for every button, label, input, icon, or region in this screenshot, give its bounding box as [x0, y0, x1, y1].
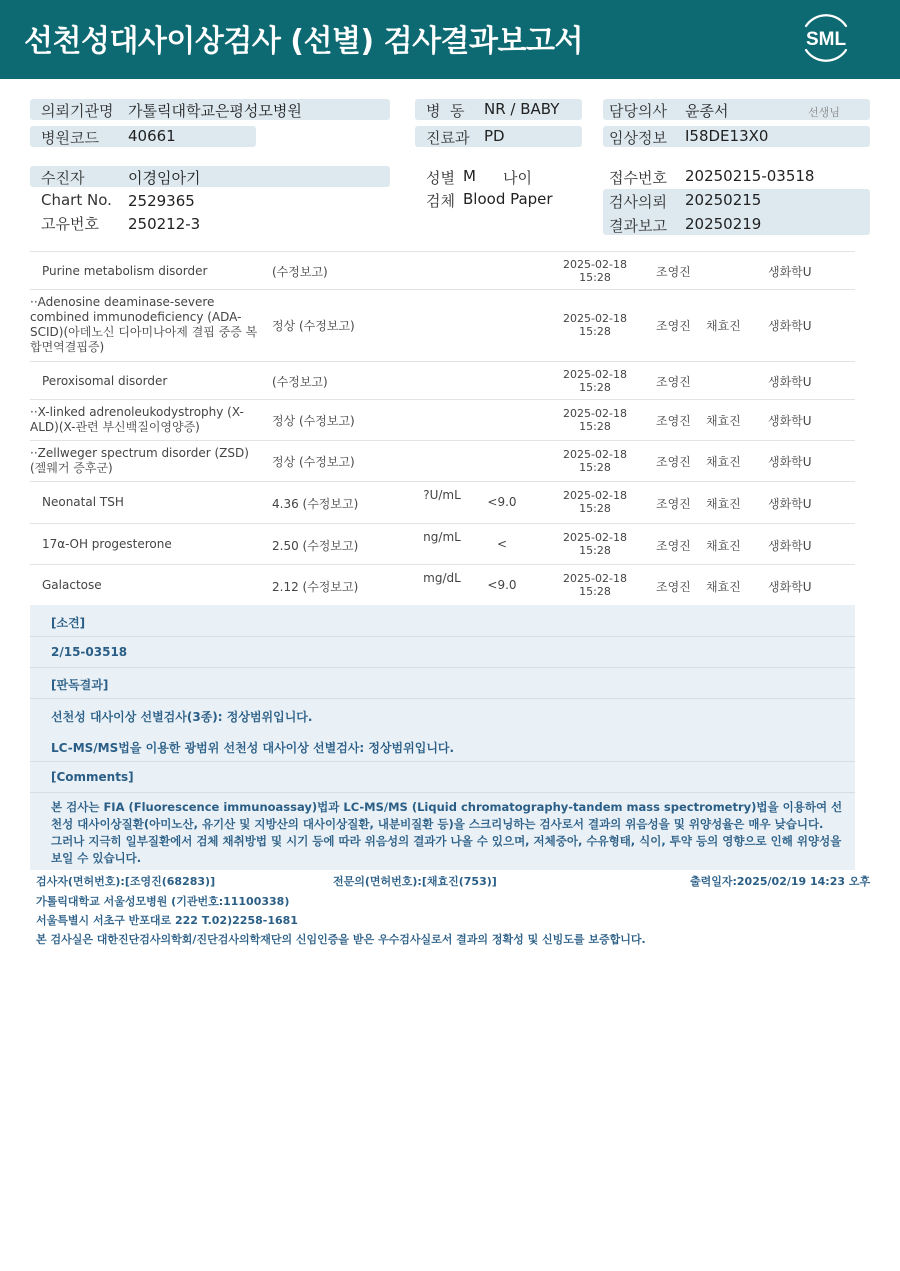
test-name: Purine metabolism disorder	[42, 264, 208, 278]
confirmer: 채효진	[706, 319, 741, 333]
comments-heading: [Comments]	[51, 770, 134, 784]
table-row	[30, 290, 855, 362]
test-date: 2025-02-18 15:28	[563, 489, 627, 515]
table-row	[30, 524, 855, 565]
table-row	[30, 400, 855, 441]
test-result: 정상 (수정보고)	[272, 319, 355, 333]
test-unit: ?U/mL	[423, 488, 461, 502]
patient-label: 수진자	[41, 169, 85, 187]
specimen-label: 검체	[426, 192, 455, 210]
clinical-value: I58DE13X0	[685, 127, 769, 145]
divider	[30, 792, 855, 793]
test-date: 2025-02-18 15:28	[563, 448, 627, 474]
test-date: 2025-02-18 15:28	[563, 258, 627, 284]
hospital-code-label: 병원코드	[41, 129, 99, 147]
test-date: 2025-02-18 15:28	[563, 368, 627, 394]
table-row	[30, 362, 855, 400]
tester: 조영진	[656, 375, 691, 389]
confirmer: 채효진	[706, 455, 741, 469]
hospital-info: 가톨릭대학교 서울성모병원 (기관번호:11100338)	[36, 895, 290, 908]
test-dept: 생화학U	[768, 265, 812, 279]
unique-value: 250212-3	[128, 215, 201, 233]
test-dept: 생화학U	[768, 497, 812, 511]
confirmer: 채효진	[706, 414, 741, 428]
divider	[30, 761, 855, 762]
specialist-license: 전문의(면허번호):[채효진(753)]	[333, 875, 497, 888]
sex-label: 성별	[426, 169, 455, 187]
comments-paragraph-1: 본 검사는 FIA (Fluorescence immunoassay)법과 LC-MS/MS (Liquid chromatography-tandem mass spectrometry)법을 이용하여 선천성 대사이상질환(아미노산, 유기산 및 지방산의 대사이상질환, 내분비질환 등)을 스크리닝하는 검사로서 결과의 위음성을 및 위양성율은 매우 낮습니다.	[51, 800, 843, 831]
judgement-line-1: 선천성 대사이상 선별검사(3종): 정상범위입니다.	[51, 710, 313, 724]
hospital-code-value: 40661	[128, 127, 176, 145]
test-dept: 생화학U	[768, 414, 812, 428]
test-result: 4.36 (수정보고)	[272, 497, 359, 511]
table-row	[30, 252, 855, 290]
ward-value: NR / BABY	[484, 100, 560, 118]
patient-value: 이경임아기	[128, 169, 201, 187]
receipt-value: 20250215-03518	[685, 167, 815, 185]
institution-value: 가톨릭대학교은평성모병원	[128, 102, 302, 120]
tester: 조영진	[656, 580, 691, 594]
print-date: 출력일자:2025/02/19 14:23 오후	[690, 875, 871, 888]
tester: 조영진	[656, 414, 691, 428]
test-reference: <	[496, 537, 508, 551]
chart-value: 2529365	[128, 192, 195, 210]
ward-label: 병 동	[426, 102, 465, 120]
test-name: ··Zellweger spectrum disorder (ZSD)(젤웨거 증후군)	[30, 446, 249, 475]
table-row	[30, 565, 855, 606]
dept-label: 진료과	[426, 129, 470, 147]
institution-label: 의뢰기관명	[41, 102, 114, 120]
request-value: 20250215	[685, 191, 762, 209]
tester: 조영진	[656, 265, 691, 279]
test-date: 2025-02-18 15:28	[563, 407, 627, 433]
unique-label: 고유번호	[41, 215, 99, 233]
test-result: 2.12 (수정보고)	[272, 580, 359, 594]
doctor-suffix: 선생님	[808, 106, 840, 119]
test-date: 2025-02-18 15:28	[563, 572, 627, 598]
test-name: Galactose	[42, 578, 102, 592]
tester-license: 검사자(면허번호):[조영진(68283)]	[36, 875, 216, 888]
judgement-heading: [판독결과]	[51, 678, 109, 692]
tester: 조영진	[656, 539, 691, 553]
sex-value: M	[463, 167, 476, 185]
comments-paragraph-2: 그러나 지극히 일부질환에서 검체 채취방법 및 시기 등에 따라 위음성의 결과가 나올 수 있으며, 저체중아, 수유형태, 식이, 투약 등의 영향으로 인해 위양성을 보일 수 있습니다.	[51, 834, 842, 865]
divider	[30, 667, 855, 668]
test-reference: <9.0	[487, 495, 517, 509]
certification-note: 본 검사실은 대한진단검사의학회/진단검사의학재단의 신임인증을 받은 우수검사실로서 결과의 정확성 및 신빙도를 보증합니다.	[36, 933, 646, 946]
confirmer: 채효진	[706, 539, 741, 553]
tester: 조영진	[656, 319, 691, 333]
test-unit: ng/mL	[423, 530, 461, 544]
test-name: ··X-linked adrenoleukodystrophy (X-ALD)(X-관련 부신백질이영양증)	[30, 405, 244, 434]
sml-logo	[798, 12, 854, 64]
report-header	[0, 0, 900, 79]
test-dept: 생화학U	[768, 319, 812, 333]
test-date: 2025-02-18 15:28	[563, 531, 627, 557]
test-result: 정상 (수정보고)	[272, 455, 355, 469]
confirmer: 채효진	[706, 497, 741, 511]
test-name: ··Adenosine deaminase-severe combined immunodeficiency (ADA-SCID)(아데노신 디아미나아제 결핍 중증 복합면역결핍증)	[30, 295, 258, 354]
test-dept: 생화학U	[768, 375, 812, 389]
test-unit: mg/dL	[423, 571, 461, 585]
divider	[30, 636, 855, 637]
tester: 조영진	[656, 455, 691, 469]
opinion-reference: 2/15-03518	[51, 645, 128, 659]
chart-label: Chart No.	[41, 191, 112, 209]
divider	[30, 698, 855, 699]
tester: 조영진	[656, 497, 691, 511]
table-row	[30, 441, 855, 482]
specimen-value: Blood Paper	[463, 190, 553, 208]
test-dept: 생화학U	[768, 580, 812, 594]
findings-section	[30, 605, 855, 870]
test-name: Neonatal TSH	[42, 495, 124, 509]
test-result: (수정보고)	[272, 375, 328, 389]
judgement-line-2: LC-MS/MS법을 이용한 광범위 선천성 대사이상 선별검사: 정상범위입니다.	[51, 741, 455, 755]
receipt-label: 접수번호	[609, 169, 667, 187]
results-table	[30, 251, 855, 606]
logo-text: SML	[805, 29, 847, 50]
confirmer: 채효진	[706, 580, 741, 594]
report-label: 결과보고	[609, 217, 667, 235]
test-dept: 생화학U	[768, 455, 812, 469]
test-date: 2025-02-18 15:28	[563, 312, 627, 338]
doctor-label: 담당의사	[609, 102, 667, 120]
report-title: 선천성대사이상검사 (선별) 검사결과보고서	[24, 24, 583, 59]
test-reference: <9.0	[487, 578, 517, 592]
dept-value: PD	[484, 127, 505, 145]
table-row	[30, 482, 855, 524]
clinical-label: 임상정보	[609, 129, 667, 147]
test-result: 2.50 (수정보고)	[272, 539, 359, 553]
test-name: Peroxisomal disorder	[42, 374, 168, 388]
test-result: (수정보고)	[272, 265, 328, 279]
test-dept: 생화학U	[768, 539, 812, 553]
hospital-address: 서울특별시 서초구 반포대로 222 T.02)2258-1681	[36, 914, 298, 927]
test-name: 17α-OH progesterone	[42, 537, 172, 551]
opinion-heading: [소견]	[51, 616, 86, 630]
age-label: 나이	[503, 169, 532, 187]
report-value: 20250219	[685, 215, 762, 233]
request-label: 검사의뢰	[609, 193, 667, 211]
doctor-value: 윤종서	[685, 102, 729, 120]
test-result: 정상 (수정보고)	[272, 414, 355, 428]
